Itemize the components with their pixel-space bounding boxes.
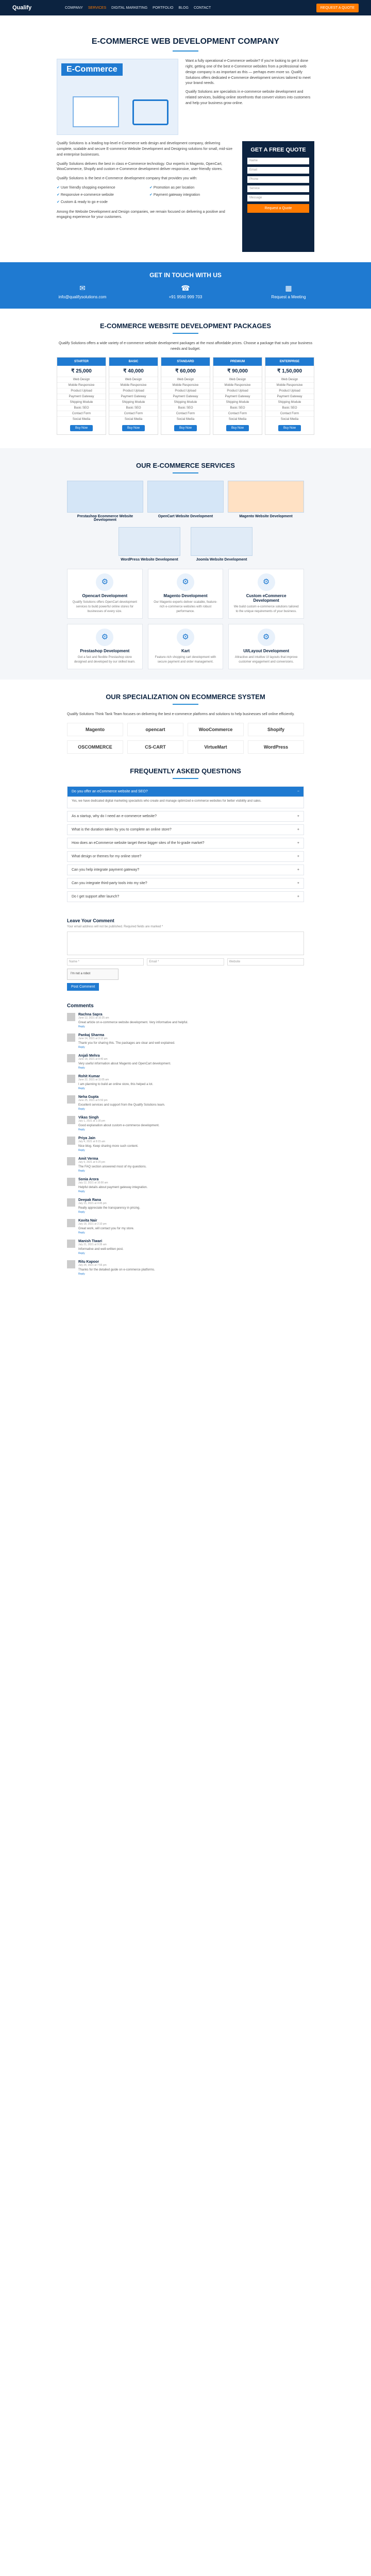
- package-feature: Social Media: [213, 416, 262, 422]
- package-feature: Shipping Module: [57, 399, 106, 405]
- service-featured-card[interactable]: [119, 527, 180, 562]
- faq-item[interactable]: [67, 824, 304, 835]
- reply-link[interactable]: Reply: [78, 1231, 85, 1234]
- faq-question: Can you integrate third-party tools into my site?: [72, 881, 147, 885]
- package-feature: Web Design: [109, 377, 158, 382]
- platform-logo: Shopify: [248, 723, 304, 736]
- specialization-lead: Qualify Solutions Think Tank Team focuses on delivering the best e-commerce platforms and solutions to help businesses sell online efficiently.: [67, 713, 295, 716]
- package-feature: Web Design: [213, 377, 262, 382]
- title-separator: [173, 778, 198, 779]
- service-card-text: Feature-rich shopping cart development with secure payment and order management.: [155, 656, 216, 664]
- avatar: [67, 1116, 75, 1124]
- specialization-title: OUR SPECIALIZATION ON ECOMMERCE SYSTEM: [106, 693, 265, 701]
- avatar: [67, 1095, 75, 1104]
- avatar: [67, 1054, 75, 1062]
- comment-author: Manish Tiwari: [78, 1239, 103, 1243]
- faq-question: What is the duration taken by you to complete an online store?: [72, 827, 172, 832]
- comment: [67, 1054, 304, 1070]
- package-feature: Product Upload: [109, 388, 158, 394]
- service-icon: ⚙: [96, 573, 113, 591]
- package-feature: Mobile Responsive: [161, 382, 210, 388]
- comment-date: June 18, 2021 at 9:40 am: [78, 1057, 108, 1061]
- package-name: PREMIUM: [213, 358, 262, 366]
- comment-text: Great article on e-commerce website development. Very informative and helpful.: [78, 1021, 189, 1024]
- faq-section: [0, 754, 371, 902]
- chevron-down-icon: +: [297, 814, 299, 818]
- reply-link[interactable]: Reply: [78, 1190, 85, 1193]
- package-feature: Web Design: [265, 377, 314, 382]
- site-logo[interactable]: Qualify: [12, 5, 32, 11]
- contact-banner-title: GET IN TOUCH WITH US: [149, 272, 222, 279]
- package-feature: Social Media: [57, 416, 106, 422]
- packages-grid: [0, 357, 371, 435]
- platform-logos: [0, 723, 371, 754]
- chevron-down-icon: −: [297, 789, 299, 793]
- post-comment-button[interactable]: Post Comment: [67, 983, 99, 991]
- package-name: STARTER: [57, 358, 106, 366]
- comment-text: The FAQ section answered most of my questions.: [78, 1165, 147, 1168]
- service-icon: ⚙: [258, 573, 275, 591]
- package-price: ₹ 25,000: [71, 368, 92, 374]
- avatar: [67, 1137, 75, 1145]
- package-buy-button[interactable]: Buy Now: [70, 425, 93, 431]
- nav-item-portfolio[interactable]: PORTFOLIO: [153, 6, 174, 10]
- comment-website-input[interactable]: Website: [227, 958, 304, 965]
- package-feature: Contact Form: [109, 411, 158, 416]
- comment-email-input[interactable]: Email *: [147, 958, 224, 965]
- avatar: [67, 1013, 75, 1021]
- faq-item[interactable]: [67, 891, 304, 902]
- comment-text: Thank you for sharing this. The packages are clear and well explained.: [78, 1041, 175, 1045]
- feature-item: ✔ Payment gateway integration: [149, 193, 235, 198]
- services-featured-secondary: [0, 527, 371, 562]
- package-feature: Shipping Module: [161, 399, 210, 405]
- avatar: [67, 1075, 75, 1083]
- comment-date: July 12, 2021 at 10:00 am: [78, 1181, 108, 1184]
- faq-question: Can you help integrate payment gateway?: [72, 868, 140, 872]
- chevron-down-icon: +: [297, 841, 299, 845]
- service-featured-card[interactable]: [228, 481, 304, 522]
- package-card: [213, 357, 262, 435]
- package-feature: Shipping Module: [265, 399, 314, 405]
- package-buy-button[interactable]: Buy Now: [278, 425, 301, 431]
- captcha-checkbox[interactable]: I'm not a robot: [67, 969, 119, 980]
- comment-date: July 4, 2021 at 8:15 am: [78, 1140, 105, 1143]
- laptop-screen-icon: [73, 96, 119, 127]
- page-title: E-COMMERCE WEB DEVELOPMENT COMPANY: [91, 37, 280, 46]
- package-feature: Product Upload: [265, 388, 314, 394]
- services-section: [0, 448, 371, 680]
- comment-author: Anjali Mehra: [78, 1054, 100, 1058]
- package-feature: Shipping Module: [213, 399, 262, 405]
- feature-item: ✔ Promotion as per location: [149, 185, 235, 191]
- service-image: [119, 527, 180, 556]
- platform-logo: OSCOMMERCE: [67, 740, 123, 754]
- package-name: STANDARD: [161, 358, 210, 366]
- service-card-title: Kart: [181, 649, 190, 653]
- comment: [67, 1198, 304, 1214]
- ecommerce-badge: E-Commerce: [61, 63, 123, 76]
- quote-form-title: GET A FREE QUOTE: [250, 147, 306, 153]
- faq-question: What design or themes for my online store?: [72, 854, 142, 858]
- package-feature: Payment Gateway: [109, 394, 158, 399]
- hero-section: [0, 59, 371, 135]
- faq-question: Do I get support after launch?: [72, 894, 120, 899]
- reply-link[interactable]: Reply: [78, 1148, 85, 1152]
- contact-meeting[interactable]: [255, 284, 322, 299]
- contact-email-text: info@qualifysolutions.com: [58, 295, 107, 299]
- platform-logo: VirtueMart: [188, 740, 244, 754]
- faq-item[interactable]: [67, 865, 304, 875]
- faq-list: [0, 786, 371, 902]
- faq-question: As a startup, why do I need an e-commerce website?: [72, 814, 157, 818]
- chevron-down-icon: +: [297, 894, 299, 899]
- package-feature: Social Media: [265, 416, 314, 422]
- package-name: BASIC: [109, 358, 158, 366]
- platform-logo: WordPress: [248, 740, 304, 754]
- quote-form: [242, 141, 314, 252]
- comment-name-input[interactable]: Name *: [67, 958, 144, 965]
- package-feature: Contact Form: [161, 411, 210, 416]
- comment-text: Great work, will contact you for my store.: [78, 1227, 134, 1230]
- comment: [67, 1260, 304, 1276]
- comment-author: Amit Verma: [78, 1157, 98, 1161]
- service-card-text: Qualify Solutions offers OpenCart development services to build powerful online stores for businesses of every size.: [72, 601, 137, 613]
- package-buy-button[interactable]: Buy Now: [226, 425, 249, 431]
- service-featured-title: OpenCart Website Development: [158, 515, 213, 518]
- service-card-title: Magento Development: [163, 594, 208, 598]
- contact-email[interactable]: [49, 284, 116, 299]
- contact-meeting-text: Request a Meeting: [271, 295, 306, 299]
- nav-item-digital-marketing[interactable]: DIGITAL MARKETING: [111, 6, 148, 10]
- package-feature: Payment Gateway: [213, 394, 262, 399]
- platform-logo: WooCommerce: [188, 723, 244, 736]
- reply-link[interactable]: Reply: [78, 1087, 85, 1090]
- comment-text: Helpful details about payment gateway integration.: [78, 1185, 148, 1189]
- services-grid: [0, 569, 371, 669]
- package-feature: Payment Gateway: [161, 394, 210, 399]
- packages-lead: Qualify Solutions offers a wide variety of e-commerce website development packages at the most affordable prices. Choose a package that suits your business needs and budget.: [58, 342, 313, 351]
- service-card[interactable]: [148, 569, 224, 619]
- platform-logo: CS-CART: [127, 740, 183, 754]
- comment-date: June 22, 2021 at 11:05 am: [78, 1078, 109, 1081]
- avatar: [67, 1240, 75, 1248]
- comment-author: Rohit Kumar: [78, 1074, 100, 1078]
- comment-author: Ritu Kapoor: [78, 1260, 99, 1264]
- reply-link[interactable]: Reply: [78, 1272, 85, 1276]
- package-feature: Web Design: [161, 377, 210, 382]
- comment-text: Excellent services and support from the Qualify Solutions team.: [78, 1103, 165, 1107]
- package-feature: Product Upload: [213, 388, 262, 394]
- package-feature: Social Media: [161, 416, 210, 422]
- package-feature: Mobile Responsive: [265, 382, 314, 388]
- package-price: ₹ 60,000: [175, 368, 196, 374]
- comment-form-note: Your email address will not be published. Required fields are marked *: [67, 925, 163, 928]
- service-card-title: Custom eCommerce Development: [246, 594, 286, 603]
- service-icon: ⚙: [177, 573, 194, 591]
- quote-message-input[interactable]: Message: [247, 195, 309, 201]
- comment-date: June 12, 2021 at 10:25 am: [78, 1016, 109, 1020]
- quote-name-input[interactable]: Name: [247, 158, 309, 164]
- comment-date: June 14, 2021 at 3:12 pm: [78, 1037, 108, 1040]
- package-feature: Contact Form: [57, 411, 106, 416]
- service-featured-title: Magento Website Development: [239, 515, 293, 518]
- service-card-title: Prestashop Development: [80, 649, 130, 653]
- comment-text: Informative and well-written post.: [78, 1247, 124, 1251]
- intro-paragraph: Qualify Solutions is a leading top-level e-Commerce web design and development company, delivering complete, scalable and secure E-commerce Website Development and Designing solutions for small, mid-size and enterprise businesses.: [57, 142, 233, 157]
- service-image: [147, 481, 224, 513]
- comment-text: Very useful information about Magento and OpenCart development.: [78, 1062, 171, 1065]
- comment-author: Neha Gupta: [78, 1095, 99, 1099]
- reply-link[interactable]: Reply: [78, 1025, 85, 1028]
- faq-item[interactable]: [67, 878, 304, 889]
- comment-text: I am planning to build an online store, this helped a lot.: [78, 1082, 154, 1086]
- reply-link[interactable]: Reply: [78, 1066, 85, 1070]
- package-card: [109, 357, 158, 435]
- quote-submit-button[interactable]: Request a Quote: [247, 204, 309, 213]
- packages-section: [0, 309, 371, 435]
- contact-banner: [0, 262, 371, 309]
- intro-paragraph: Qualify Solutions delivers the best in class e-Commerce technology. Our experts in Magento, OpenCart, WooCommerce, Shopify and custom e-Commerce development deliver responsive, user-friendly stores.: [57, 162, 223, 172]
- chevron-down-icon: +: [297, 881, 299, 885]
- reply-link[interactable]: Reply: [78, 1169, 85, 1173]
- package-feature: Basic SEO: [265, 405, 314, 411]
- service-icon: ⚙: [177, 629, 194, 646]
- service-image: [191, 527, 252, 556]
- comment: [67, 1219, 304, 1234]
- service-card[interactable]: [67, 569, 143, 619]
- intro-paragraph: Qualify Solutions is the best e-Commerce development company that provides you with:: [57, 177, 197, 181]
- faq-item[interactable]: [67, 786, 304, 797]
- reply-link[interactable]: Reply: [78, 1210, 85, 1214]
- comment: [67, 1178, 304, 1193]
- nav-item-company[interactable]: COMPANY: [65, 6, 83, 10]
- contact-phone-text: +91 9560 999 703: [168, 295, 203, 299]
- package-feature: Shipping Module: [109, 399, 158, 405]
- package-feature: Basic SEO: [213, 405, 262, 411]
- service-image: [228, 481, 304, 513]
- comment: [67, 1116, 304, 1131]
- comment-author: Rachna Sapra: [78, 1012, 103, 1016]
- comment: [67, 1033, 304, 1049]
- comment: [67, 1095, 304, 1111]
- service-card-text: We build custom e-commerce solutions tailored to the unique requirements of your business.: [233, 605, 299, 613]
- comment-author: Priya Jain: [78, 1136, 96, 1140]
- service-featured-card[interactable]: [147, 481, 224, 522]
- comment-text: Good explanation about custom e-commerce development.: [78, 1124, 160, 1127]
- platform-logo: opencart: [127, 723, 183, 736]
- comment-date: July 1, 2021 at 1:30 pm: [78, 1119, 105, 1123]
- title-separator: [173, 472, 198, 473]
- package-buy-button[interactable]: Buy Now: [174, 425, 197, 431]
- calendar-icon: ▦: [285, 284, 292, 292]
- package-feature: Product Upload: [57, 388, 106, 394]
- faq-question: How does an eCommerce website target these bigger sites of the hi-grade market?: [72, 841, 205, 845]
- ecommerce-illustration: [57, 59, 178, 135]
- comment-form-title: Leave Your Comment: [67, 918, 114, 923]
- comment: [67, 1075, 304, 1090]
- package-feature: Basic SEO: [109, 405, 158, 411]
- packages-title: E-COMMERCE WEBSITE DEVELOPMENT PACKAGES: [99, 322, 271, 330]
- title-separator: [173, 704, 198, 705]
- hero-text: [185, 59, 314, 135]
- quote-email-input[interactable]: Email: [247, 167, 309, 174]
- package-feature: Web Design: [57, 377, 106, 382]
- chevron-down-icon: +: [297, 854, 299, 858]
- service-featured-card[interactable]: [67, 481, 143, 522]
- nav-item-contact[interactable]: CONTACT: [193, 6, 211, 10]
- avatar: [67, 1198, 75, 1207]
- comments-title: Comments: [67, 1003, 94, 1009]
- comment-textarea[interactable]: [67, 931, 304, 955]
- service-featured-title: WordPress Website Development: [121, 558, 178, 562]
- hero-paragraph: Qualify Solutions are specialists in e-commerce website development and related services, building online storefronts that convert visitors into customers and help your business grow online.: [185, 90, 311, 105]
- title-separator: [173, 50, 198, 52]
- avatar: [67, 1157, 75, 1165]
- service-card[interactable]: [228, 624, 304, 669]
- faq-item[interactable]: [67, 838, 304, 849]
- package-feature: Contact Form: [213, 411, 262, 416]
- package-feature: Payment Gateway: [265, 394, 314, 399]
- service-icon: ⚙: [258, 629, 275, 646]
- services-featured: [0, 481, 371, 522]
- comments-section: [0, 996, 371, 1288]
- intro-section: [0, 135, 371, 258]
- platform-logo: Magento: [67, 723, 123, 736]
- package-feature: Basic SEO: [161, 405, 210, 411]
- package-card: [161, 357, 210, 435]
- avatar: [67, 1219, 75, 1227]
- avatar: [67, 1260, 75, 1268]
- avatar: [67, 1178, 75, 1186]
- comment-author: Deepak Rana: [78, 1198, 101, 1202]
- comment-author: Kavita Nair: [78, 1218, 97, 1223]
- package-feature: Payment Gateway: [57, 394, 106, 399]
- service-featured-title: Prestashop Ecommerce Website Development: [77, 515, 133, 522]
- faq-question: Do you offer an eCommerce website and SEO?: [72, 789, 148, 793]
- comment-date: June 25, 2021 at 5:50 pm: [78, 1098, 108, 1102]
- comment: [67, 1137, 304, 1152]
- package-feature: Product Upload: [161, 388, 210, 394]
- phone-icon: ☎: [181, 284, 190, 292]
- package-feature: Mobile Responsive: [57, 382, 106, 388]
- title-separator: [173, 333, 198, 334]
- service-card-text: Our Magento experts deliver scalable, feature-rich e-commerce websites with robust performance.: [154, 601, 217, 613]
- mail-icon: ✉: [79, 284, 86, 292]
- package-buy-button[interactable]: Buy Now: [122, 425, 145, 431]
- comment-text: Really appreciate the transparency in pricing.: [78, 1206, 141, 1210]
- service-card[interactable]: [148, 624, 224, 669]
- reply-link[interactable]: Reply: [78, 1045, 85, 1049]
- faq-answer: Yes, we have dedicated digital marketing specialists who create and manage optimized e-commerce websites for better visibility and sales.: [67, 797, 304, 808]
- comment-author: Pankaj Sharma: [78, 1033, 105, 1037]
- faq-item[interactable]: [67, 851, 304, 862]
- comment: [67, 1013, 304, 1028]
- comment-date: July 21, 2021 at 9:35 am: [78, 1243, 107, 1246]
- faq-title: FREQUENTLY ASKED QUESTIONS: [130, 767, 241, 775]
- nav-item-blog[interactable]: BLOG: [178, 6, 189, 10]
- feature-list: [57, 185, 235, 206]
- main-nav: [65, 6, 310, 10]
- comment-date: July 9, 2021 at 6:20 pm: [78, 1160, 105, 1164]
- avatar: [67, 1033, 75, 1042]
- service-card-text: Get a fast and flexible Prestashop store designed and developed by our skilled team.: [74, 656, 136, 664]
- package-name: ENTERPRISE: [265, 358, 314, 366]
- service-card-title: UI/Layout Development: [243, 649, 290, 653]
- package-price: ₹ 90,000: [227, 368, 248, 374]
- comment-date: July 24, 2021 at 7:55 pm: [78, 1263, 107, 1267]
- package-feature: Mobile Responsive: [213, 382, 262, 388]
- quote-phone-input[interactable]: Phone: [247, 176, 309, 183]
- faq-item[interactable]: [67, 811, 304, 822]
- package-feature: Mobile Responsive: [109, 382, 158, 388]
- service-card[interactable]: [228, 569, 304, 619]
- reply-link[interactable]: Reply: [78, 1251, 85, 1255]
- feature-item: ✔ Responsive e-commerce website: [57, 193, 142, 198]
- package-feature: Social Media: [109, 416, 158, 422]
- quote-service-input[interactable]: Service: [247, 185, 309, 192]
- reply-link[interactable]: Reply: [78, 1107, 85, 1111]
- service-image: [67, 481, 143, 513]
- contact-phone[interactable]: [152, 284, 219, 299]
- package-card: [265, 357, 314, 435]
- service-card-title: Opencart Development: [82, 594, 128, 598]
- comment: [67, 1240, 304, 1255]
- shopping-cart-icon: [132, 99, 168, 125]
- reply-link[interactable]: Reply: [78, 1128, 85, 1131]
- intro-text: [57, 141, 235, 252]
- package-price: ₹ 1,50,000: [277, 368, 302, 374]
- package-price: ₹ 40,000: [123, 368, 144, 374]
- request-quote-button[interactable]: REQUEST A QUOTE: [316, 4, 359, 12]
- comment-author: Vikas Singh: [78, 1115, 99, 1120]
- comment-date: July 15, 2021 at 4:45 pm: [78, 1201, 107, 1205]
- package-card: [57, 357, 106, 435]
- service-featured-title: Joomla Website Development: [196, 558, 247, 562]
- service-card[interactable]: [67, 624, 143, 669]
- services-title: OUR E-COMMERCE SERVICES: [136, 462, 235, 469]
- package-feature: Basic SEO: [57, 405, 106, 411]
- comment-text: Thanks for the detailed guide on e-commerce platforms.: [78, 1268, 155, 1272]
- comment-form: [0, 905, 371, 996]
- comment-text: Nice blog. Keep sharing more such content.: [78, 1144, 139, 1148]
- service-card-text: Attractive and intuitive UI layouts that improve customer engagement and conversions.: [234, 656, 298, 664]
- nav-item-services[interactable]: SERVICES: [88, 6, 107, 10]
- feature-item: ✔ Custom & ready to go e-code: [57, 200, 142, 206]
- chevron-down-icon: +: [297, 827, 299, 832]
- package-feature: Contact Form: [265, 411, 314, 416]
- comment-date: July 18, 2021 at 2:10 pm: [78, 1222, 107, 1226]
- specialization-section: [0, 680, 371, 754]
- intro-paragraph: Among the Website Development and Design companies, we remain focused on delivering a positive and engaging experience for your customers.: [57, 210, 225, 219]
- feature-item: ✔ User friendly shopping experience: [57, 185, 142, 191]
- top-navbar: [0, 0, 371, 15]
- comment: [67, 1157, 304, 1173]
- hero-paragraph: Want a fully operational e-Commerce website? If you're looking to get it done right, getting one of the best e-Commerce websites from a professional web design company is as important as this — perhaps even more so. Qualify Solutions offers dedicated e-Commerce development services tailored to meet your brand needs.: [185, 59, 311, 86]
- service-featured-card[interactable]: [191, 527, 252, 562]
- chevron-down-icon: +: [297, 868, 299, 872]
- service-icon: ⚙: [96, 629, 113, 646]
- comment-author: Sonia Arora: [78, 1177, 99, 1181]
